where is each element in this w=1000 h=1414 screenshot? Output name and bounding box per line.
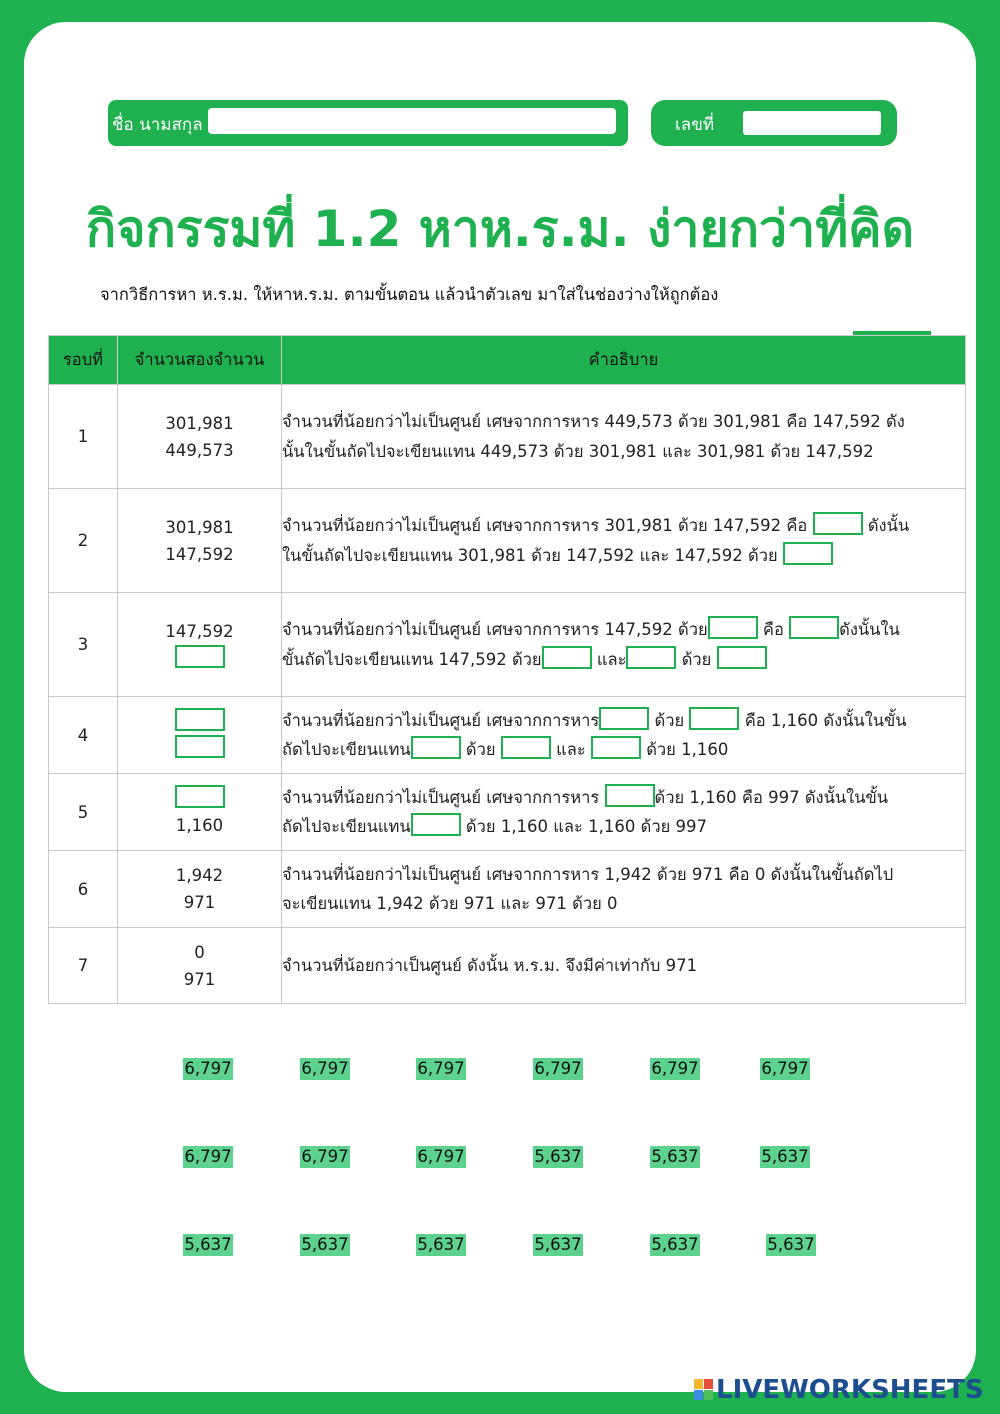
number-value: 971	[183, 893, 216, 912]
explanation-text: จำนวนที่น้อยกว่าไม่เป็นศูนย์ เศษจากการหาร 147,592 ด้วย	[282, 620, 708, 639]
number-pair	[118, 774, 282, 851]
number-value: 1,942	[175, 866, 224, 885]
explanation	[282, 851, 966, 928]
explanation-line: จำนวนที่น้อยกว่าไม่เป็นศูนย์ เศษจากการหาร 1,942 ด้วย 971 คือ 0 ดังนั้นในขั้นถัดไป	[282, 864, 894, 884]
answer-chip[interactable]: 6,797	[761, 1059, 809, 1078]
explanation-text: ถัดไปจะเขียนแทน	[282, 817, 411, 836]
liveworksheets-logo	[694, 1374, 984, 1406]
answer-chip[interactable]: 6,797	[417, 1147, 465, 1166]
explanation-text: ด้วย 1,160 และ 1,160 ด้วย 997	[465, 817, 708, 836]
explanation-text: ดังนั้นใน	[839, 620, 900, 639]
instructions: จากวิธีการหา ห.ร.ม. ให้หาห.ร.ม. ตามขั้นตอน แล้วนำตัวเลข มาใส่ในช่องว่างให้ถูกต้อง	[100, 285, 719, 304]
answer-box[interactable]	[175, 645, 225, 668]
round-number: 5	[49, 774, 118, 851]
answer-box[interactable]	[599, 707, 649, 730]
number-value: 301,981	[165, 517, 234, 537]
answer-box[interactable]	[175, 785, 225, 808]
number-input[interactable]	[743, 111, 881, 135]
round-number: 3	[49, 593, 118, 697]
answer-chip[interactable]: 5,637	[767, 1235, 815, 1254]
number-value: 1,160	[175, 816, 224, 835]
answer-chip[interactable]: 5,637	[761, 1147, 809, 1166]
answer-box[interactable]	[717, 646, 767, 669]
round-number: 2	[49, 489, 118, 593]
number-pair	[118, 489, 282, 593]
answer-box[interactable]	[411, 813, 461, 836]
answer-box[interactable]	[175, 735, 225, 758]
answer-box[interactable]	[626, 646, 676, 669]
answer-chip[interactable]: 6,797	[301, 1059, 349, 1078]
explanation-text: และ	[556, 740, 586, 759]
answer-chip[interactable]: 5,637	[651, 1235, 699, 1254]
logo-text: LIVEWORKSHEETS	[716, 1375, 984, 1405]
explanation-text: ขั้นถัดไปจะเขียนแทน 147,592 ด้วย	[282, 649, 542, 669]
explanation-text: ถัดไปจะเขียนแทน	[282, 740, 411, 759]
table-row	[49, 489, 966, 593]
answer-box[interactable]	[501, 736, 551, 759]
answer-box[interactable]	[689, 707, 739, 730]
answer-chip[interactable]: 6,797	[417, 1059, 465, 1078]
number-value: 971	[183, 969, 216, 989]
header-round: รอบที่	[49, 336, 118, 385]
explanation-text: คือ 1,160 ดังนั้นในขั้น	[744, 710, 907, 730]
table-row	[49, 697, 966, 774]
explanation	[282, 697, 966, 774]
answer-box[interactable]	[605, 784, 655, 807]
explanation-line: จะเขียนแทน 1,942 ด้วย 971 และ 971 ด้วย 0	[282, 894, 618, 913]
answer-chip[interactable]: 6,797	[534, 1059, 582, 1078]
page-title: กิจกรรมที่ 1.2 หาห.ร.ม. ง่ายกว่าที่คิด	[85, 200, 915, 258]
number-value: 0	[194, 942, 205, 962]
round-number: 1	[49, 385, 118, 489]
answer-box[interactable]	[813, 512, 863, 535]
answer-chip[interactable]: 6,797	[651, 1059, 699, 1078]
explanation	[282, 774, 966, 851]
number-value: 147,592	[165, 544, 234, 564]
explanation-text: ด้วย	[465, 740, 496, 759]
table-row	[49, 385, 966, 489]
answer-chip[interactable]: 5,637	[651, 1147, 699, 1166]
gcd-steps-table	[48, 335, 966, 1004]
explanation-text: ในขั้นถัดไปจะเขียนแทน 301,981 ด้วย 147,592 และ 147,592 ด้วย	[282, 545, 778, 565]
liveworksheets-logo-icon	[694, 1379, 714, 1401]
round-number: 6	[49, 851, 118, 928]
number-value: 301,981	[165, 413, 234, 433]
table-row	[49, 928, 966, 1004]
answer-chip[interactable]: 6,797	[184, 1147, 232, 1166]
number-bar	[651, 100, 897, 146]
explanation-text: จำนวนที่น้อยกว่าไม่เป็นศูนย์ เศษจากการหาร	[282, 710, 600, 730]
answer-chip[interactable]: 5,637	[534, 1147, 582, 1166]
table-row	[49, 593, 966, 697]
answer-chip[interactable]: 5,637	[534, 1235, 582, 1254]
number-label: เลขที่	[675, 115, 715, 135]
number-value: 147,592	[165, 621, 234, 641]
header-numbers: จำนวนสองจำนวน	[118, 336, 282, 385]
round-number: 7	[49, 928, 118, 1004]
round-number: 4	[49, 697, 118, 774]
explanation-text: คือ	[762, 620, 784, 639]
answer-chip[interactable]: 5,637	[184, 1235, 232, 1254]
number-pair	[118, 385, 282, 489]
answer-chip[interactable]: 6,797	[184, 1059, 232, 1078]
explanation	[282, 928, 966, 1004]
answer-box[interactable]	[789, 616, 839, 639]
explanation-text: ด้วย	[681, 649, 712, 669]
name-label: ชื่อ นามสกุล	[112, 115, 203, 135]
explanation-line: จำนวนที่น้อยกว่าเป็นศูนย์ ดังนั้น ห.ร.ม. จึงมีค่าเท่ากับ 971	[282, 955, 698, 975]
answer-chip[interactable]: 6,797	[301, 1147, 349, 1166]
answer-box[interactable]	[783, 542, 833, 565]
table-row	[49, 774, 966, 851]
answer-box[interactable]	[591, 736, 641, 759]
explanation	[282, 385, 966, 489]
explanation-text: ดังนั้น	[867, 516, 910, 535]
number-pair	[118, 697, 282, 774]
answer-chip[interactable]: 5,637	[417, 1235, 465, 1254]
number-pair	[118, 851, 282, 928]
explanation-text: ด้วย 1,160	[646, 740, 729, 759]
number-pair	[118, 593, 282, 697]
explanation-text: จำนวนที่น้อยกว่าไม่เป็นศูนย์ เศษจากการหาร 301,981 ด้วย 147,592 คือ	[282, 516, 808, 535]
explanation	[282, 489, 966, 593]
number-pair	[118, 928, 282, 1004]
explanation-text: และ	[596, 649, 627, 669]
explanation-text: จำนวนที่น้อยกว่าไม่เป็นศูนย์ เศษจากการหาร	[282, 787, 600, 807]
explanation	[282, 593, 966, 697]
name-bar	[108, 100, 628, 146]
answer-chip[interactable]: 5,637	[301, 1235, 349, 1254]
table-header-row	[49, 336, 966, 385]
answer-box[interactable]	[708, 616, 758, 639]
number-value: 449,573	[165, 440, 234, 460]
explanation-line: จำนวนที่น้อยกว่าไม่เป็นศูนย์ เศษจากการหาร 449,573 ด้วย 301,981 คือ 147,592 ดัง	[282, 412, 905, 431]
answer-box[interactable]	[411, 736, 461, 759]
name-input[interactable]	[208, 108, 616, 134]
explanation-text: ด้วย	[654, 710, 685, 730]
answer-box[interactable]	[175, 708, 225, 731]
table-row	[49, 851, 966, 928]
explanation-line: นั้นในขั้นถัดไปจะเขียนแทน 449,573 ด้วย 301,981 และ 301,981 ด้วย 147,592	[282, 441, 874, 461]
explanation-text: ด้วย 1,160 คือ 997 ดังนั้นในขั้น	[654, 787, 889, 807]
header-explanation: คำอธิบาย	[282, 336, 966, 385]
answer-box[interactable]	[542, 646, 592, 669]
